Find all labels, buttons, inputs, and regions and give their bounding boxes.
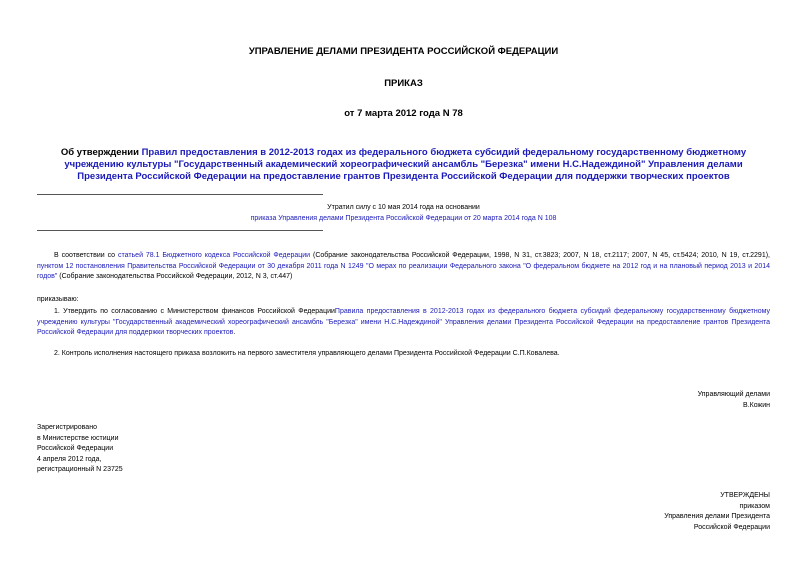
- order-item-1: [37, 307, 770, 339]
- registration-line: в Министерстве юстиции: [37, 434, 119, 442]
- document-title: [40, 147, 767, 183]
- document-type: ПРИКАЗ: [384, 78, 423, 89]
- government-resolution-link[interactable]: пунктом 12 постановления Правительства Российской Федерации от 30 декабря 2011 года N 1249 "О мерах по реализации Федерального закона "О федеральном бюджете на 2012 год и на плановый период 2013 и 2014 годов": [37, 262, 770, 280]
- approved-rules-link[interactable]: Правила предоставления в 2012-2013 годах из федерального бюджета субсидий федеральному государственному бюджетному учреждению культуры "Государственный академический хореографический ансамбль "Березка" имени Н.С.Надеждиной" Управления делами Президента Российской Федерации на предоставление грантов Президента Российской Федерации для поддержки творческих проектов: [37, 308, 770, 336]
- title-prefix: Об утверждении: [60, 147, 142, 158]
- order-item-2: 2. Контроль исполнения настоящего приказа возложить на первого заместителя управляющего делами Президента Российской Федерации С.П.Ковалева.: [54, 350, 560, 357]
- repeal-notice: [0, 203, 807, 224]
- preamble-paragraph: [37, 251, 770, 283]
- divider-bottom: [37, 230, 323, 231]
- order-word: приказываю:: [37, 296, 79, 303]
- repeal-order-link[interactable]: приказа Управления делами Президента Российской Федерации от 20 марта 2014 года N 108: [250, 214, 557, 222]
- approved-line: Управления делами Президента: [664, 513, 770, 520]
- title-rules-link[interactable]: Правил предоставления в 2012-2013 годах из федерального бюджета субсидий федеральному государственному бюджетному учреждению культуры "Государственный академический хореографический ансамбль "Березка" имени Н.С.Надеждиной" Управления делами Президента Российской Федерации на предоставление грантов Президента Российской Федерации для поддержки творческих проектов: [64, 147, 747, 182]
- preamble-text-3: (Собрание законодательства Российской Федерации, 2012, N 3, ст.447): [57, 273, 293, 280]
- approved-line: Российской Федерации: [693, 523, 770, 531]
- approved-block: [664, 491, 770, 533]
- registration-line: Российской Федерации: [37, 445, 114, 452]
- repeal-text: Утратил силу с 10 мая 2014 года на основании: [327, 204, 480, 211]
- item1-text: 1. Утвердить по согласованию с Министерством финансов Российской Федерации: [54, 308, 335, 315]
- registration-line: регистрационный N 23725: [37, 466, 123, 473]
- signature-block: [698, 390, 770, 411]
- preamble-text-2: (Собрание законодательства Российской Федерации, 1998, N 31, ст.3823; 2007, N 18, ст.2117; 2007, N 45, ст.5424; 2010, N 19, ст.2291),: [310, 252, 770, 259]
- signature-name: В.Кожин: [743, 401, 770, 409]
- item1-end: .: [233, 329, 236, 336]
- document-date-number: от 7 марта 2012 года N 78: [344, 108, 463, 119]
- organization-heading: УПРАВЛЕНИЕ ДЕЛАМИ ПРЕЗИДЕНТА РОССИЙСКОЙ ФЕДЕРАЦИИ: [248, 46, 559, 57]
- registration-line: Зарегистрировано: [37, 424, 97, 431]
- budget-code-link[interactable]: статьей 78.1 Бюджетного кодекса Российской Федерации: [117, 252, 311, 259]
- divider-top: [37, 194, 323, 195]
- preamble-text-1: В соответствии со: [54, 252, 118, 259]
- registration-line: 4 апреля 2012 года,: [37, 455, 102, 463]
- approved-line: УТВЕРЖДЕНЫ: [720, 492, 770, 499]
- registration-block: [37, 423, 123, 476]
- signature-position: Управляющий делами: [697, 391, 770, 398]
- approved-line: приказом: [739, 502, 770, 510]
